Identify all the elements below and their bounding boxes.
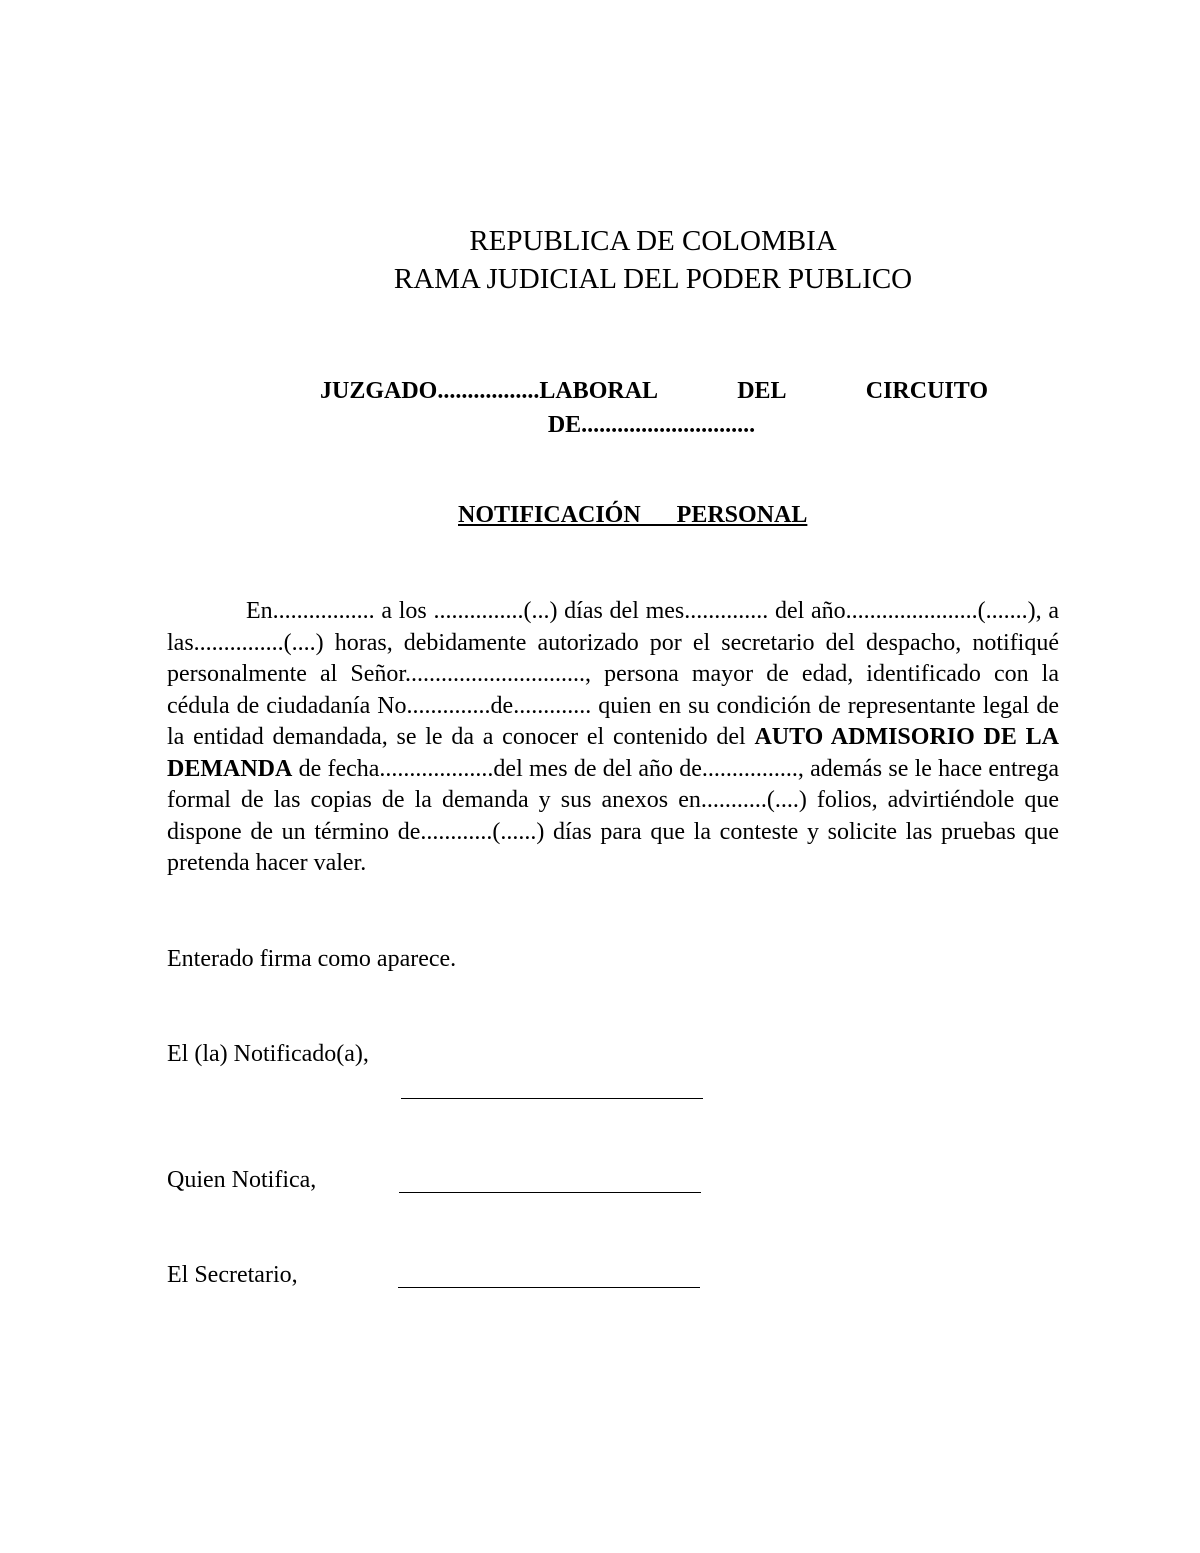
header-country: REPUBLICA DE COLOMBIA: [469, 225, 837, 257]
court-name: JUZGADO.................LABORAL: [320, 378, 659, 404]
body-text-part-2: de fecha...................del mes de del año de................, además se le hace entrega formal de las copias de la demanda y sus anexos en...........(....) folios, advirtiéndole que dispone de un término de............(......) días para que la conteste y solicite las pruebas que pretenda hacer valer.: [167, 755, 1059, 876]
court-line-2: DE.............................: [547, 412, 756, 438]
court-line-1: [320, 374, 988, 408]
body-bold-auto-admisorio: AUTO ADMISORIO DE LA DEMANDA: [167, 724, 1059, 782]
notification-body: [167, 596, 1059, 880]
secretary-signature-label: El Secretario,: [167, 1262, 298, 1288]
document-header: [0, 222, 1200, 298]
court-heading: [320, 374, 988, 442]
court-del: DEL: [737, 378, 787, 404]
court-circuit: CIRCUITO: [865, 378, 988, 404]
notifier-signature-label: Quien Notifica,: [167, 1167, 317, 1193]
secretary-signature-line: [398, 1287, 700, 1288]
notified-signature-label: El (la) Notificado(a),: [167, 1041, 369, 1067]
document-title: NOTIFICACIÓN PERSONAL: [458, 502, 808, 528]
notifier-signature-line: [399, 1192, 701, 1193]
body-text-part-1: En................. a los ...............(...) días del mes.............. del año......................(.......), a las...............(....) horas, debidamente autorizado por el secretario del despacho, notifiqué personalmente al Señor.............................., persona mayor de edad, identificado con la cédula de ciudadanía No..............de............. quien en su condición de representante legal de la entidad demandada, se le da a conocer el contenido del: [167, 598, 1059, 750]
notified-signature-line: [401, 1098, 703, 1099]
header-branch: RAMA JUDICIAL DEL PODER PUBLICO: [393, 263, 913, 295]
closing-statement: Enterado firma como aparece.: [167, 946, 457, 972]
